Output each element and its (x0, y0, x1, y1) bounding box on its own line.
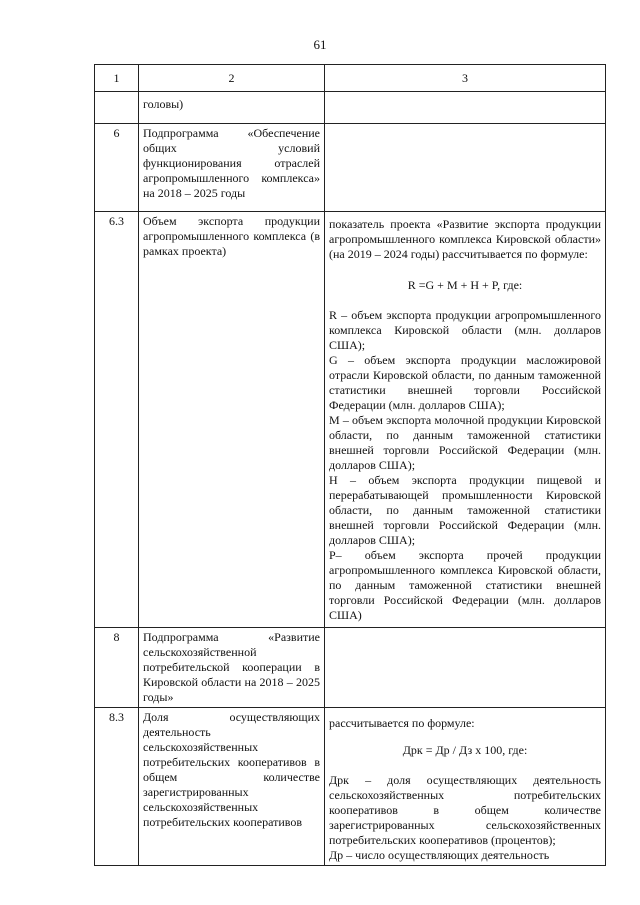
row-description (325, 628, 606, 708)
row-description (325, 212, 606, 628)
row-name: Доля осуществляющих деятельность сельскохозяйственных потребительских кооперативов в общем количестве зарегистрированных сельскохозяйственных потребительских кооперативов (139, 708, 325, 866)
row-description (325, 124, 606, 212)
row-description (325, 92, 606, 124)
column-header-1: 1 (95, 65, 139, 92)
row-number: 6.3 (95, 212, 139, 628)
definition: Дрк – доля осуществляющих деятельность сельскохозяйственных потребительских кооперативов в общем количестве зарегистрированных сельскохозяйственных потребительских кооперативов (процентов); (329, 773, 601, 847)
definition: М – объем экспорта молочной продукции Кировской области, по данным таможенной статистики внешней торговли Российской Федерации (млн. долларов США); (329, 413, 601, 472)
formula: Дрк = Др / Дз х 100, где: (402, 743, 528, 757)
row-name: головы) (139, 92, 325, 124)
row-number (95, 92, 139, 124)
row-number: 8.3 (95, 708, 139, 866)
page-number: 61 (313, 37, 327, 52)
column-header-3: 3 (325, 65, 606, 92)
definition: Н – объем экспорта продукции пищевой и перерабатывающей промышленности Кировской области, по данным таможенной статистики внешней торговли Российской Федерации (млн. долларов США); (329, 473, 601, 547)
row-description (325, 708, 606, 866)
row-name: Подпрограмма «Развитие сельскохозяйственной потребительской кооперации в Кировской области на 2018 – 2025 годы» (139, 628, 325, 708)
row-number: 6 (95, 124, 139, 212)
table-header-row (95, 65, 606, 92)
indicators-table (94, 64, 606, 866)
column-header-2: 2 (139, 65, 325, 92)
table-row (95, 212, 606, 628)
row-number: 8 (95, 628, 139, 708)
row-name: Объем экспорта продукции агропромышленного комплекса (в рамках проекта) (139, 212, 325, 628)
definition: Р– объем экспорта прочей продукции агропромышленного комплекса Кировской области, по данным таможенной статистики внешней торговли Российской Федерации (млн. долларов США) (329, 548, 601, 622)
formula-intro: рассчитывается по формуле: (329, 716, 475, 730)
definition: G – объем экспорта продукции масложировой отрасли Кировской области, по данным таможенной статистики внешней торговли Российской Федерации (млн. долларов США); (329, 353, 601, 412)
formula-intro: показатель проекта «Развитие экспорта продукции агропромышленного комплекса Кировской области» (на 2019 – 2024 годы) рассчитывается по формуле: (329, 217, 601, 261)
definition: Др – число осуществляющих деятельность (329, 848, 550, 862)
row-name: Подпрограмма «Обеспечение общих условий функционирования отраслей агропромышленного комплекса» на 2018 – 2025 годы (139, 124, 325, 212)
table-row (95, 628, 606, 708)
table-row (95, 124, 606, 212)
table-row (95, 708, 606, 866)
formula: R =G + M + H + P, где: (407, 278, 523, 292)
definition: R – объем экспорта продукции агропромышленного комплекса Кировской области (млн. долларов США); (329, 308, 601, 352)
table-row (95, 92, 606, 124)
